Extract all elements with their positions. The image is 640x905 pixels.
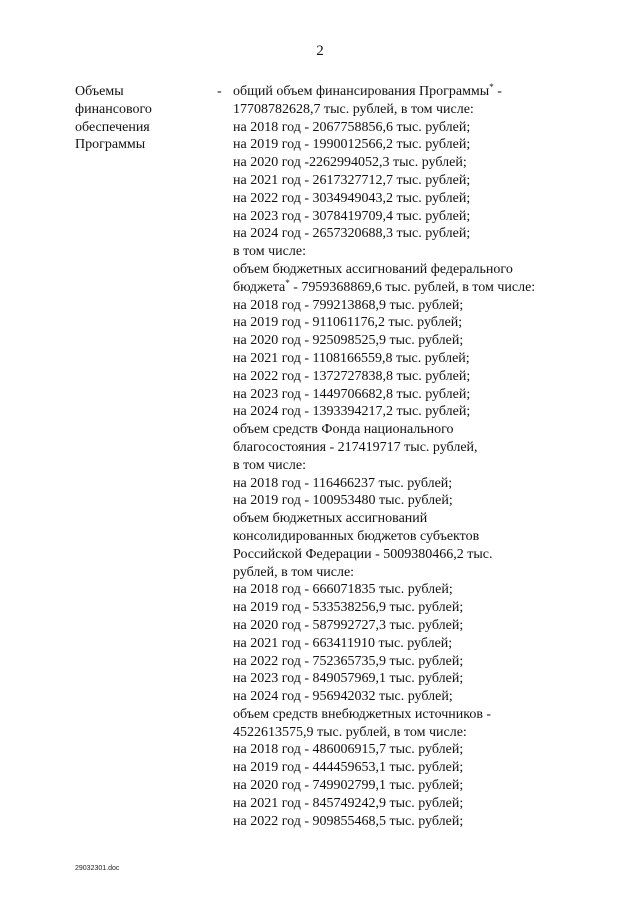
financing-line-text: на 2021 год - 2617327712,7 тыс. рублей;	[233, 172, 471, 188]
financing-line	[233, 136, 573, 154]
financing-line-text: -	[493, 84, 502, 99]
financing-line	[233, 261, 573, 279]
financing-line-text: объем средств Фонда национального	[233, 422, 454, 438]
financing-line-text: на 2022 год - 909855468,5 тыс. рублей;	[233, 813, 464, 829]
section-label-line: обеспечения	[75, 119, 150, 135]
financing-line	[233, 83, 573, 101]
financing-line	[233, 813, 573, 831]
financing-line	[233, 670, 573, 688]
financing-line	[233, 706, 573, 724]
financing-line	[233, 172, 573, 190]
financing-line-text: на 2018 год - 116466237 тыс. рублей;	[233, 475, 453, 491]
financing-line-text: на 2023 год - 3078419709,4 тыс. рублей;	[233, 208, 471, 224]
financing-details	[233, 83, 573, 830]
financing-line	[233, 421, 573, 439]
document-file-reference: 29032301.doc	[75, 865, 120, 872]
financing-line-text: в том числе:	[233, 244, 306, 260]
financing-line	[233, 350, 573, 368]
financing-line-text: на 2019 год - 1990012566,2 тыс. рублей;	[233, 137, 471, 153]
financing-line-text: Российской Федерации - 5009380466,2 тыс.	[233, 546, 493, 562]
financing-line-text: консолидированных бюджетов субъектов	[233, 528, 480, 544]
financing-line	[233, 492, 573, 510]
financing-line	[233, 724, 573, 742]
financing-line	[233, 368, 573, 386]
financing-line	[233, 154, 573, 172]
financing-line-text: рублей, в том числе:	[233, 564, 355, 580]
financing-line-text: на 2021 год - 663411910 тыс. рублей;	[233, 635, 453, 651]
financing-line	[233, 225, 573, 243]
financing-line	[233, 279, 573, 297]
financing-line	[233, 795, 573, 813]
section-label-line: Объемы	[75, 84, 124, 99]
financing-line-text: на 2019 год - 444459653,1 тыс. рублей;	[233, 760, 464, 776]
financing-line-text: на 2021 год - 1108166559,8 тыс. рублей;	[233, 350, 470, 366]
financing-line	[233, 439, 573, 457]
financing-line-text: общий объем финансирования Программы	[233, 84, 490, 99]
financing-line-text: на 2020 год -2262994052,3 тыс. рублей;	[233, 155, 467, 171]
financing-line	[233, 243, 573, 261]
financing-line	[233, 208, 573, 226]
financing-line-text: на 2021 год - 845749242,9 тыс. рублей;	[233, 795, 464, 811]
financing-line-text: на 2020 год - 925098525,9 тыс. рублей;	[233, 333, 464, 349]
section-dash: -	[217, 84, 222, 99]
financing-line-text: на 2022 год - 3034949043,2 тыс. рублей;	[233, 190, 471, 206]
footnote-marker: *	[489, 82, 494, 92]
financing-line	[233, 475, 573, 493]
financing-line-text: на 2019 год - 100953480 тыс. рублей;	[233, 493, 453, 509]
financing-line-text: на 2020 год - 587992727,3 тыс. рублей;	[233, 617, 464, 633]
financing-line-text: на 2024 год - 2657320688,3 тыс. рублей;	[233, 226, 471, 242]
financing-line-text: благосостояния - 217419717 тыс. рублей,	[233, 439, 478, 455]
financing-line-text: на 2022 год - 1372727838,8 тыс. рублей;	[233, 368, 471, 384]
financing-line	[233, 528, 573, 546]
financing-line	[233, 314, 573, 332]
financing-line-text: на 2019 год - 911061176,2 тыс. рублей;	[233, 315, 463, 331]
financing-line	[233, 190, 573, 208]
financing-line	[233, 741, 573, 759]
financing-line	[233, 546, 573, 564]
financing-line	[233, 635, 573, 653]
financing-line	[233, 386, 573, 404]
section-label	[75, 83, 195, 154]
financing-line	[233, 777, 573, 795]
financing-line	[233, 510, 573, 528]
financing-line-text: на 2023 год - 849057969,1 тыс. рублей;	[233, 671, 464, 687]
financing-line-text: в том числе:	[233, 457, 306, 473]
section-label-line: финансового	[75, 101, 152, 117]
financing-line-text: на 2018 год - 2067758856,6 тыс. рублей;	[233, 119, 471, 135]
financing-line-text: на 2018 год - 799213868,9 тыс. рублей;	[233, 297, 464, 313]
financing-line	[233, 688, 573, 706]
financing-line	[233, 759, 573, 777]
section-label-line: Программы	[75, 137, 146, 153]
financing-line-text: на 2020 год - 749902799,1 тыс. рублей;	[233, 778, 464, 794]
financing-line-text: на 2024 год - 1393394217,2 тыс. рублей;	[233, 404, 471, 420]
financing-line-text: на 2019 год - 533538256,9 тыс. рублей;	[233, 600, 464, 616]
financing-line	[233, 581, 573, 599]
financing-line-text: 4522613575,9 тыс. рублей, в том числе:	[233, 724, 467, 740]
financing-line	[233, 564, 573, 582]
financing-line	[233, 403, 573, 421]
financing-line	[233, 332, 573, 350]
page-number: 2	[316, 43, 324, 59]
financing-line-text: объем бюджетных ассигнований	[233, 511, 428, 527]
footnote-marker: *	[285, 277, 290, 288]
financing-line-text: на 2022 год - 752365735,9 тыс. рублей;	[233, 653, 464, 669]
financing-line	[233, 119, 573, 137]
financing-line	[233, 297, 573, 315]
financing-line	[233, 457, 573, 475]
financing-line-text: - 7959368869,6 тыс. рублей, в том числе:	[289, 279, 536, 295]
financing-line	[233, 617, 573, 635]
financing-line-text: на 2018 год - 486006915,7 тыс. рублей;	[233, 742, 464, 758]
financing-line	[233, 653, 573, 671]
financing-line-text: 17708782628,7 тыс. рублей, в том числе:	[233, 101, 474, 117]
financing-line-text: объем бюджетных ассигнований федерального	[233, 261, 513, 277]
financing-line-text: на 2018 год - 666071835 тыс. рублей;	[233, 582, 453, 598]
financing-line-text: на 2023 год - 1449706682,8 тыс. рублей;	[233, 386, 471, 402]
financing-line-text: на 2024 год - 956942032 тыс. рублей;	[233, 689, 453, 705]
financing-line	[233, 599, 573, 617]
financing-line-text: объем средств внебюджетных источников -	[233, 706, 492, 722]
financing-line-text: бюджета	[233, 279, 286, 295]
financing-line	[233, 101, 573, 119]
